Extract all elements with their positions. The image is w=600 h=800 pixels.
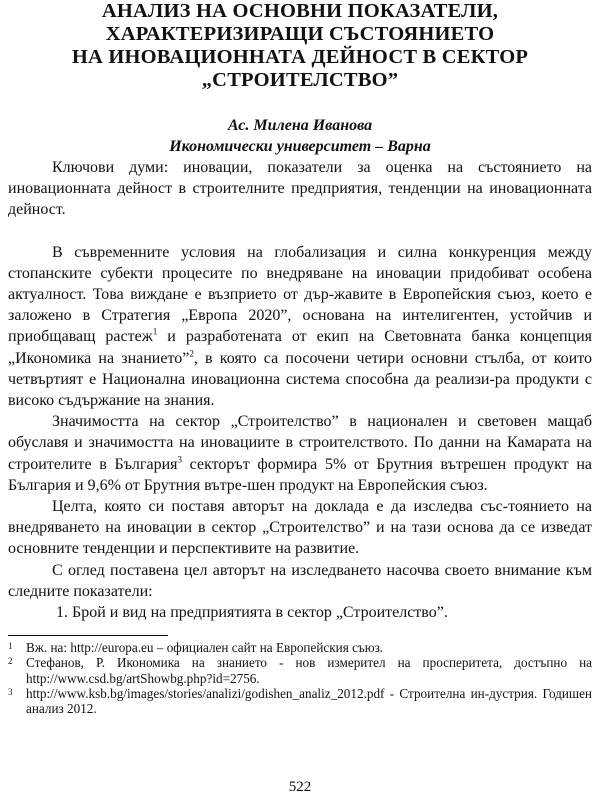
- keywords-text: : иновации, показатели за оценка на състоянието на иновационната дейност в строителните предприятия, тенденции на иновационната дейност.: [8, 159, 592, 219]
- footnotes: [8, 640, 592, 716]
- author-block: [8, 115, 592, 157]
- title-line: АНАЛИЗ НА ОСНОВНИ ПОКАЗАТЕЛИ,: [101, 0, 499, 22]
- footnote-number: 1: [8, 641, 13, 652]
- footnote-ref: 3: [177, 454, 183, 465]
- title-line: „СТРОИТЕЛСТВО”: [201, 69, 399, 91]
- body-text: , в която са посочени четири основни стълба, от които четвъртият е Национална иновационна система способна да реализи-ра продукти с високо съдържание на знания.: [8, 349, 593, 410]
- body-text: секторът формира 5% от Брутния вътрешен продукт на България и 9,6% от Брутния вътре-шен продукт на Европейския съюз.: [8, 455, 593, 494]
- page-number: 522: [288, 779, 312, 795]
- footnote-number: 3: [8, 686, 13, 697]
- keywords-paragraph: [8, 157, 592, 221]
- footnote-ref: 1: [152, 327, 158, 338]
- title-line: ХАРАКТЕРИЗИРАЩИ СЪСТОЯНИЕТО: [105, 23, 495, 45]
- footnote-text: http://www.ksb.bg/images/stories/analizi/godishen_analiz_2012.pdf - Строителна ин-дустрия. Годишен анализ 2012.: [26, 685, 592, 717]
- body-paragraph-1: [8, 242, 592, 412]
- footnote: [8, 686, 592, 716]
- body-text: Значимостта на сектор „Строителство” в национален и световен мащаб обуславя и значимостта на иновациите в строителството. По данни на Камарата на строителите в България: [8, 413, 592, 473]
- author-affiliation: Икономически университет – Варна: [169, 138, 431, 155]
- footnote-number: 2: [8, 656, 13, 667]
- footnote: [8, 640, 592, 655]
- body-paragraph-3: Целта, която си поставя авторът на доклада е да изследва със-тоянието на внедряването на иновации в сектор „Строителство” и на тази основа да се изведат основните тенденции и перспективите на развитие.: [8, 498, 592, 558]
- body-paragraph-4: С оглед поставена цел авторът на изследването насочва своето внимание към следните показатели:: [8, 561, 592, 600]
- list-item: 1. Брой и вид на предприятията в сектор „Строителство”.: [56, 604, 448, 622]
- footnote-text: Вж. на: http://europa.eu – официален сайт на Европейския съюз.: [26, 640, 384, 656]
- title-line: НА ИНОВАЦИОННАТА ДЕЙНОСТ В СЕКТОР: [71, 46, 529, 68]
- footnote-text: Стефанов, Р. Икономика на знанието - нов измерител на просперитета, достъпно на http://www.csd.bg/artShowbg.php?id=2756.: [26, 655, 592, 686]
- footnote: [8, 655, 592, 685]
- body-text: В съвременните условия на глобализация и силна конкуренция между стопанските субекти процесите по внедряване на иновации придобиват особена актуалност. Това виждане е възприето от дър-жавите в Европейския съюз, което е заложено в Стратегия „Европа 2020”, основана на интелигентен, устойчив и приобщаващ растеж: [8, 243, 592, 346]
- author-name: Ас. Милена Иванова: [227, 117, 373, 134]
- body-text: и разработената от екип на Световната банка концепция „Икономика на знанието”: [8, 328, 593, 367]
- footnote-divider: [8, 635, 168, 636]
- keywords-label: Ключови думи: [52, 159, 164, 176]
- paragraph-spacer: [8, 221, 592, 242]
- footnote-ref: 2: [189, 348, 194, 359]
- body-paragraph-2: [8, 411, 592, 496]
- paper-title: [8, 0, 592, 92]
